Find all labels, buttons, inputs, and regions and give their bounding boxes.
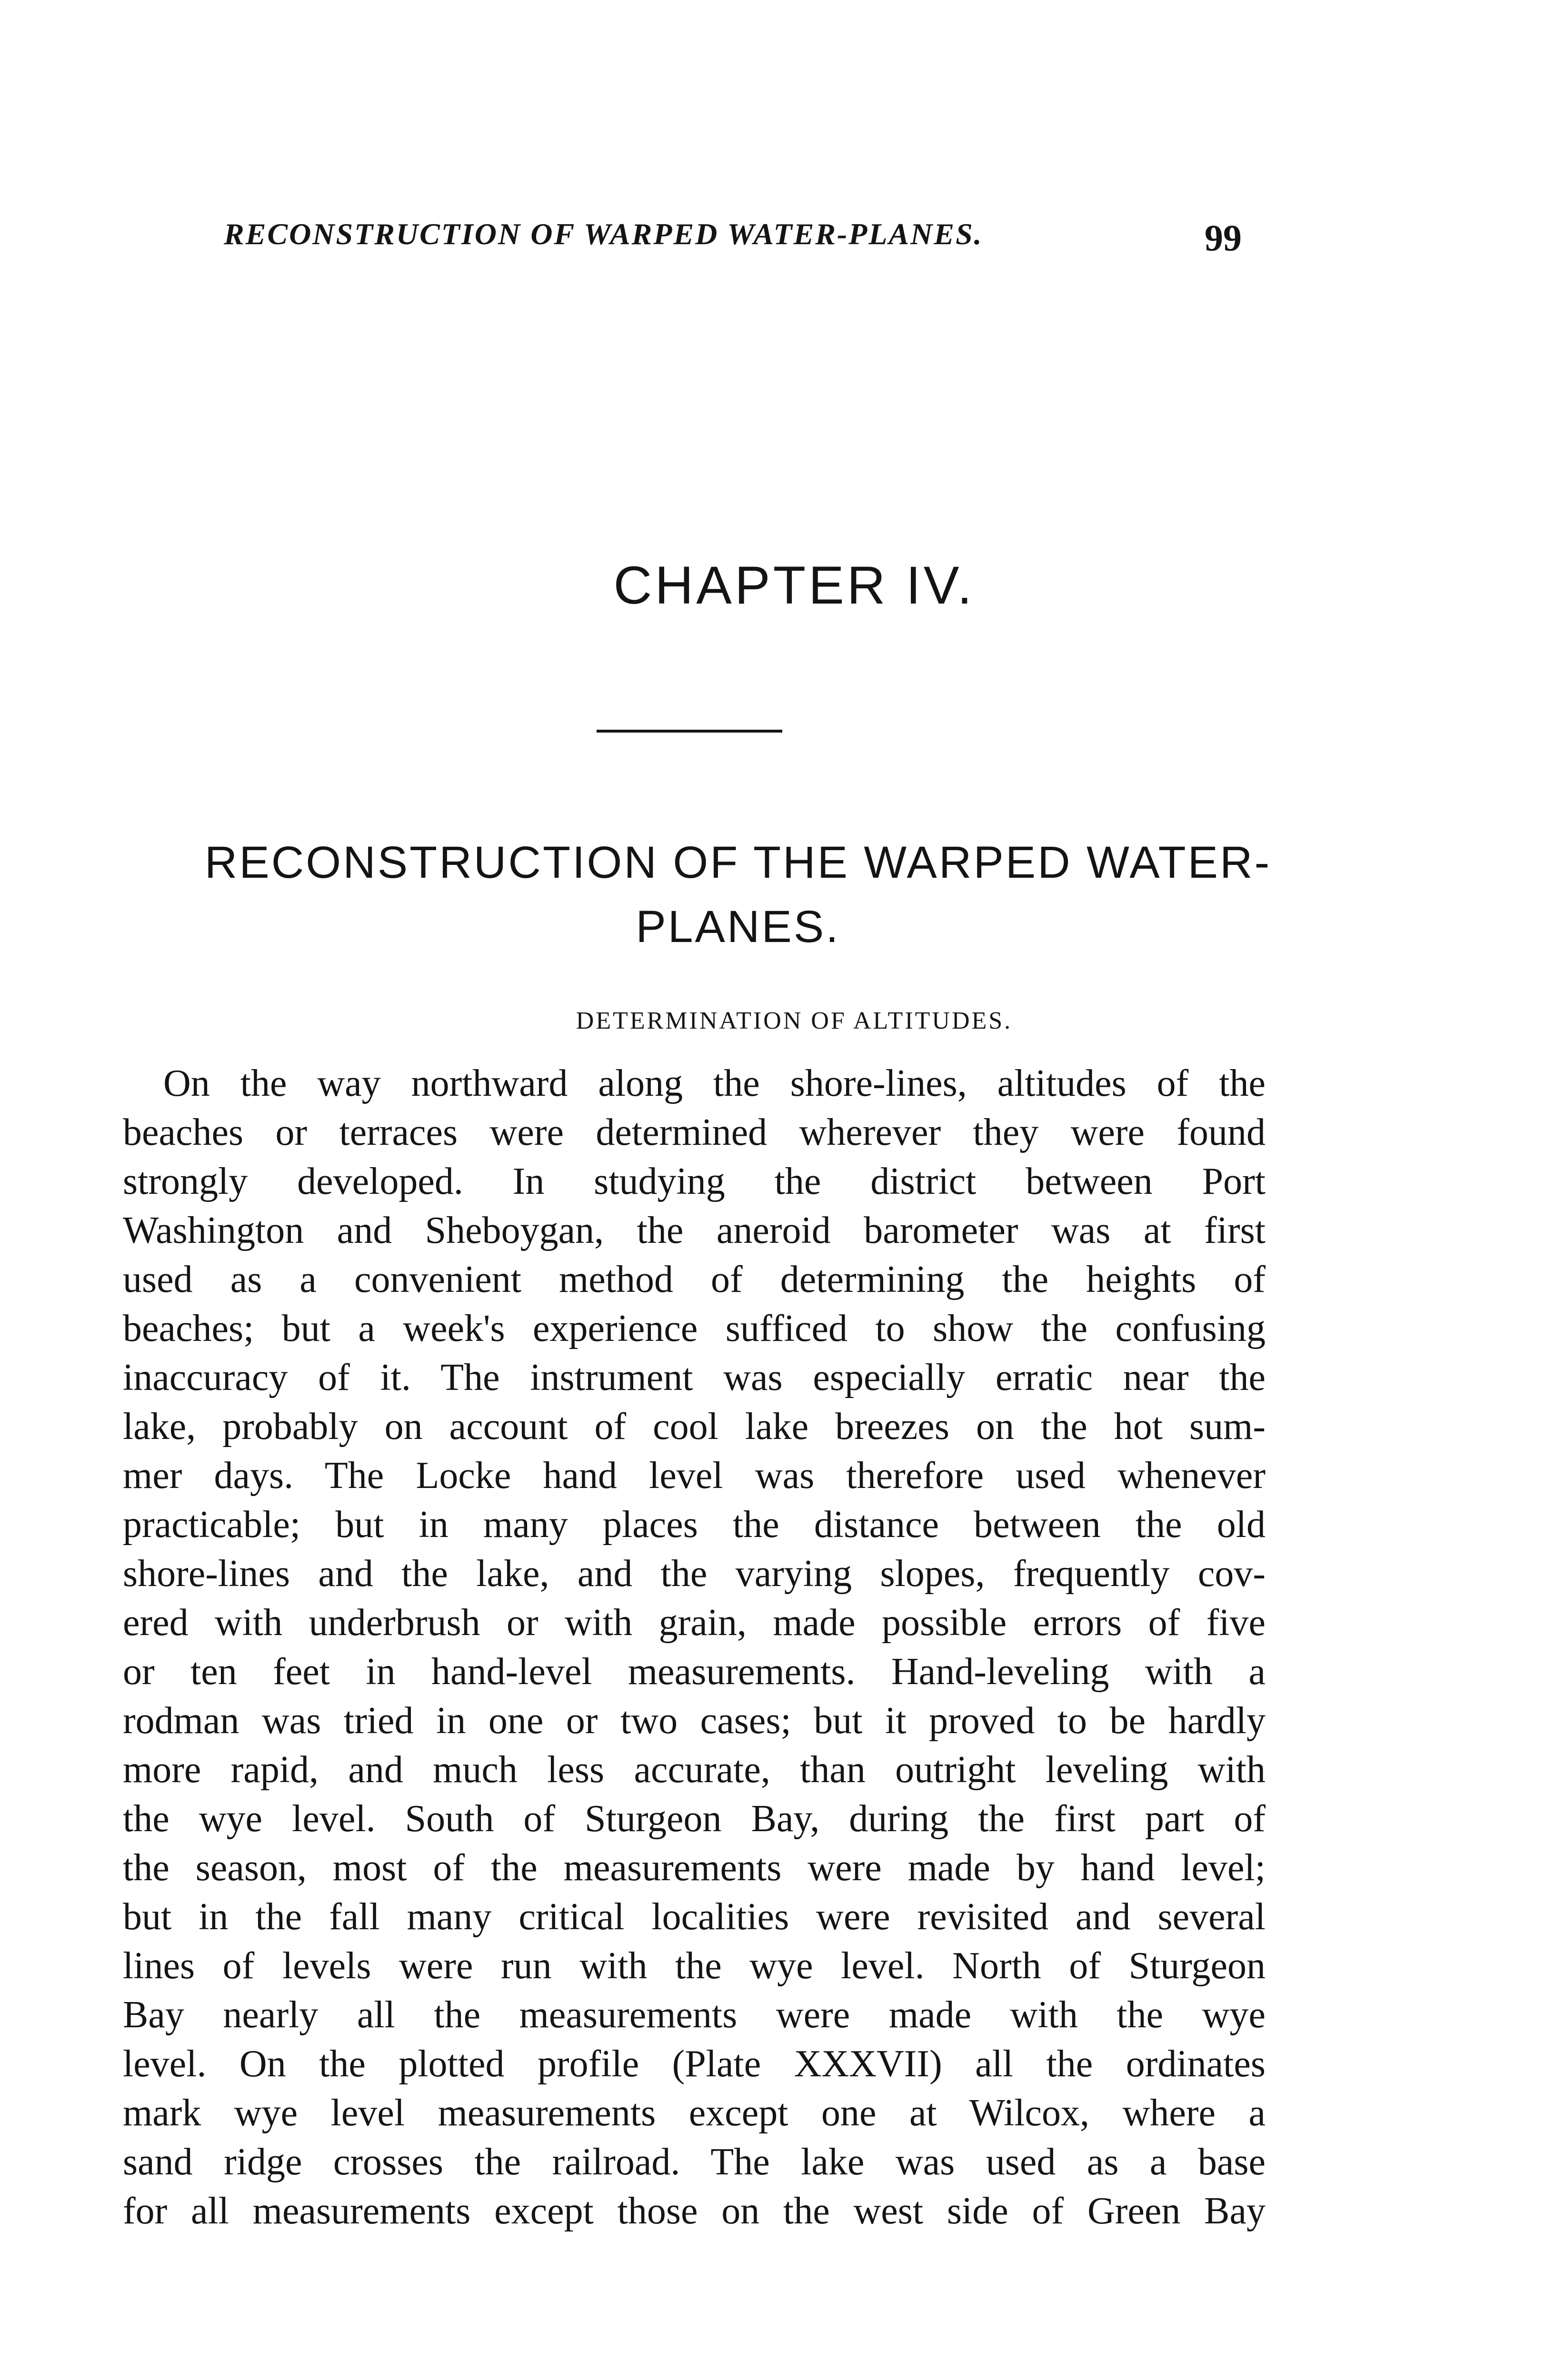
text-line: the wye level. South of Sturgeon Bay, during the first part of — [123, 1798, 1266, 1840]
text-line: On the way northward along the shore-lines, altitudes of the — [163, 1062, 1266, 1104]
text-line: used as a convenient method of determining the heights of — [123, 1259, 1266, 1300]
text-line: mer days. The Locke hand level was therefore used whenever — [123, 1455, 1266, 1497]
chapter-divider-rule — [597, 730, 782, 733]
text-line: Washington and Sheboygan, the aneroid barometer was at first — [123, 1210, 1266, 1251]
text-line: more rapid, and much less accurate, than outright leveling with — [123, 1749, 1266, 1791]
text-line: practicable; but in many places the distance between the old — [123, 1504, 1266, 1546]
text-line: or ten feet in hand-level measurements. Hand-leveling with a — [123, 1651, 1266, 1693]
running-head: RECONSTRUCTION OF WARPED WATER-PLANES. — [224, 217, 983, 251]
section-heading: DETERMINATION OF ALTITUDES. — [576, 1007, 1013, 1034]
text-line: mark wye level measurements except one at Wilcox, where a — [123, 2092, 1266, 2134]
text-line: beaches or terraces were determined wherever they were found — [123, 1111, 1266, 1153]
text-line: for all measurements except those on the west side of Green Bay — [123, 2190, 1266, 2232]
text-line: strongly developed. In studying the district between Port — [123, 1160, 1266, 1202]
text-line: ered with underbrush or with grain, made possible errors of five — [123, 1602, 1266, 1644]
text-line: beaches; but a week's experience sufficed to show the confusing — [123, 1308, 1266, 1349]
text-line: shore-lines and the lake, and the varying slopes, frequently cov- — [123, 1553, 1266, 1595]
text-line: the season, most of the measurements were made by hand level; — [123, 1847, 1266, 1889]
chapter-title — [143, 831, 1333, 959]
text-line: level. On the plotted profile (Plate XXXVII) all the ordinates — [123, 2043, 1266, 2085]
body-paragraph — [123, 1059, 1266, 2236]
text-line: rodman was tried in one or two cases; but it proved to be hardly — [123, 1700, 1266, 1742]
text-line: inaccuracy of it. The instrument was especially erratic near the — [123, 1357, 1266, 1398]
text-line: lake, probably on account of cool lake breezes on the hot sum- — [123, 1406, 1266, 1448]
chapter-label: CHAPTER IV. — [613, 555, 975, 615]
text-line: lines of levels were run with the wye level. North of Sturgeon — [123, 1945, 1266, 1987]
text-line: Bay nearly all the measurements were made with the wye — [123, 1994, 1266, 2036]
chapter-title-line-2: PLANES. — [636, 902, 840, 952]
text-line: but in the fall many critical localities were revisited and several — [123, 1896, 1266, 1938]
page-number: 99 — [1205, 217, 1242, 258]
chapter-title-line-1: RECONSTRUCTION OF THE WARPED WATER- — [204, 837, 1272, 888]
text-line: sand ridge crosses the railroad. The lake was used as a base — [123, 2141, 1266, 2183]
